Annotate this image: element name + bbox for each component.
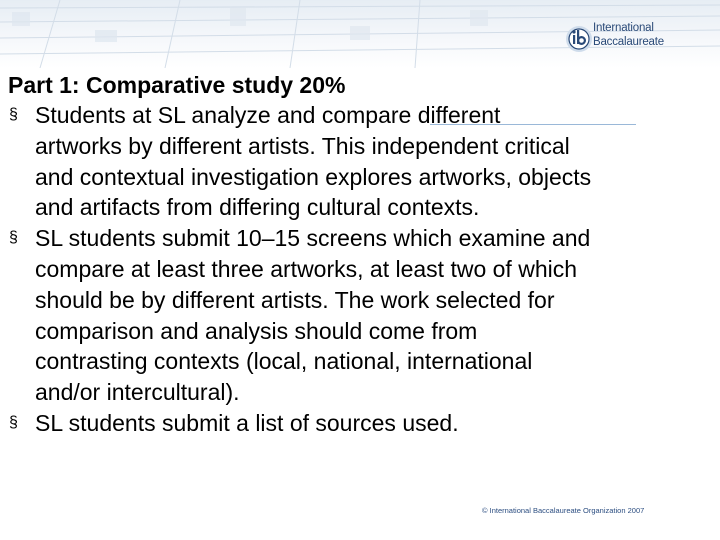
ib-logo-line-2: Baccalaureate [593,36,664,48]
bullet-text-line: and contextual investigation explores artworks, objects [35,163,592,190]
bullet-text-line: artworks by different artists. This independent critical [35,132,570,159]
bullet-list [8,100,713,439]
bullet-text-line: SL students submit a list of sources used. [35,409,459,436]
bullet-text-line: should be by different artists. The work selected for [35,286,555,313]
bullet-text-line: contrasting contexts (local, national, international [35,348,533,375]
ib-logo-text [593,21,664,49]
bullet-marker-icon: § [9,413,18,431]
bullet-text-line: and artifacts from differing cultural contexts. [35,194,480,221]
bullet-text-line: and/or intercultural). [35,379,240,406]
bullet-text-line: Students at SL analyze and compare different [35,102,501,128]
bullet-marker-icon: § [9,229,18,247]
bullet-text-line: comparison and analysis should come from [35,317,478,344]
ib-logo [565,19,700,63]
ib-logo-line-1: International [593,22,654,34]
bullet-text-line: compare at least three artworks, at least two of which [35,255,578,282]
ib-globe-icon [565,19,595,55]
slide-header-band [0,0,720,68]
copyright-footer: © International Baccalaureate Organization 2007 [482,506,645,515]
slide-body [8,70,713,439]
bullet-item-students-analyze [8,100,713,223]
bullet-item-sources [8,408,713,439]
bullet-item-screens [8,223,713,408]
bullet-marker-icon: § [9,106,18,123]
bullet-text-line: SL students submit 10–15 screens which examine and [35,225,591,252]
slide-heading: Part 1: Comparative study 20% [8,72,346,98]
